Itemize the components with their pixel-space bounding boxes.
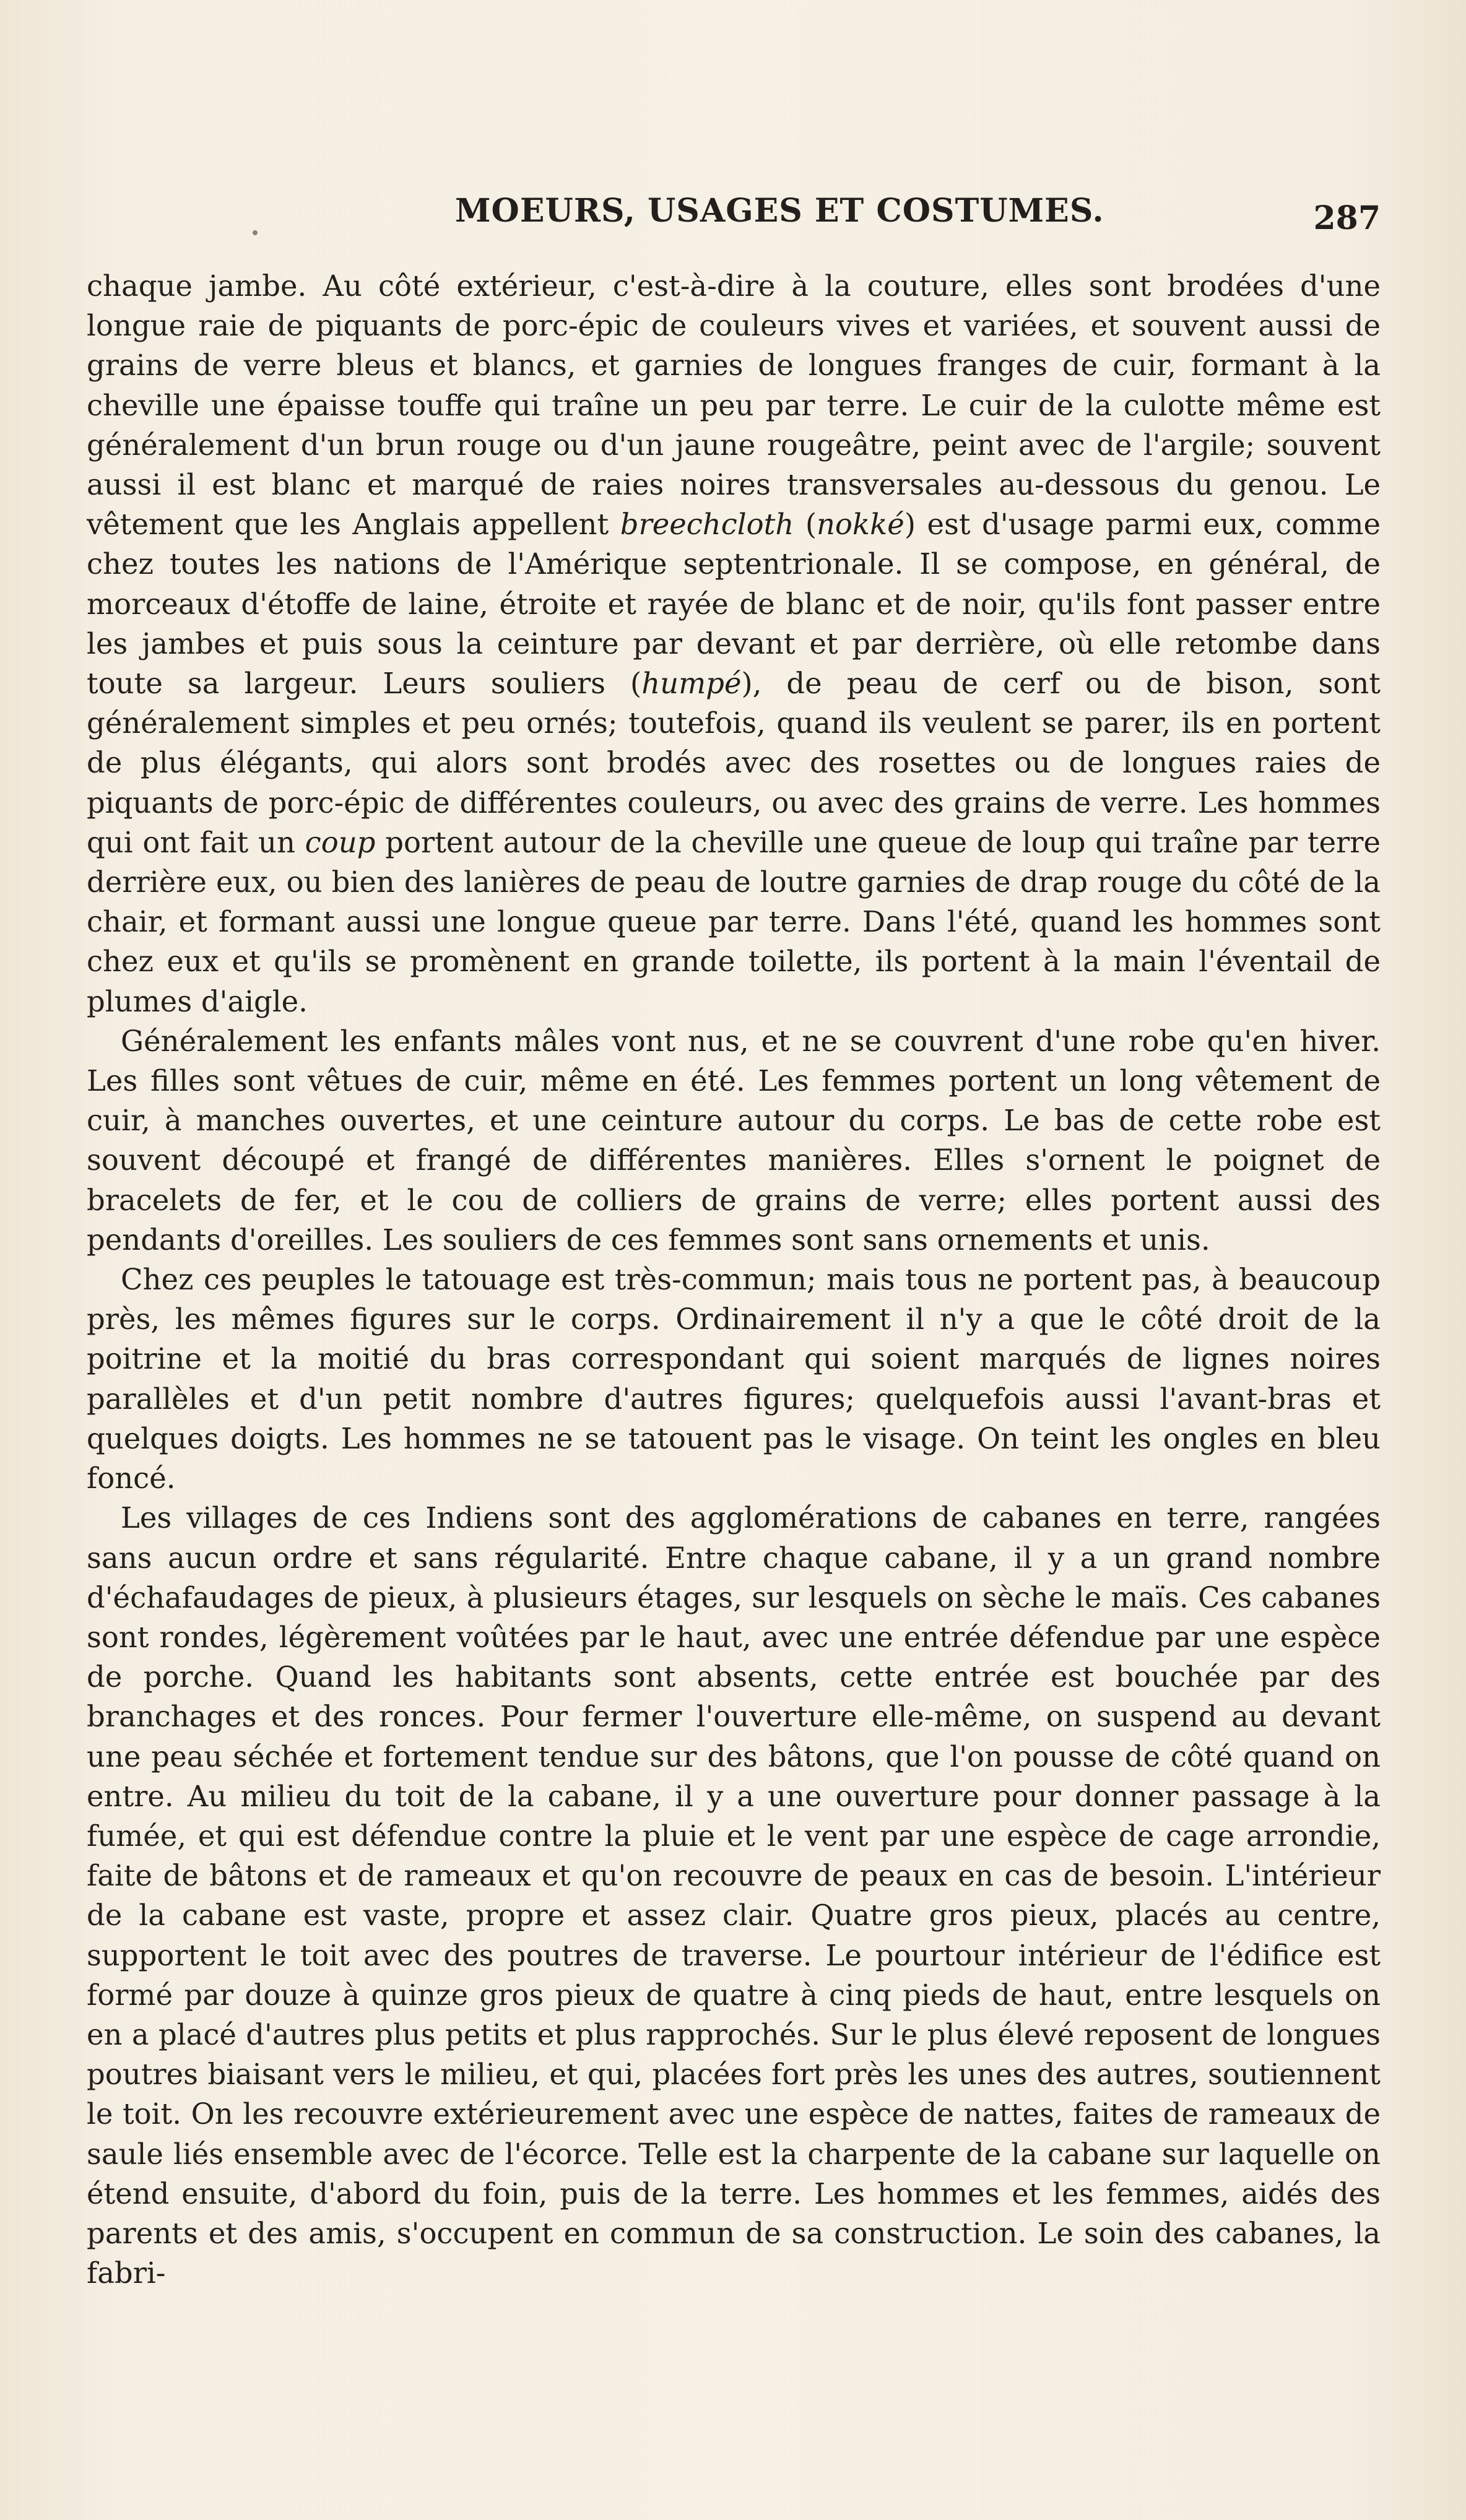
text-run: ), de peau de cerf ou de bison, sont généralement simples et peu ornés; toutefois, quand ils veulent se parer, ils en portent de plus élégants, qui alors sont brodés avec des rosettes ou de longues raies de piquants de porc-épic de différentes couleurs, ou avec des grains de verre. Les hommes qui ont fait un <box>87 667 1381 859</box>
italic-term-nokke: nokké <box>816 508 904 542</box>
body-text <box>87 266 1381 2293</box>
text-run: ( <box>794 508 817 542</box>
text-run: portent autour de la cheville une queue de loup qui traîne par terre derrière eux, ou bien des lanières de peau de loutre garnies de drap rouge du côté de la chair, et formant aussi une longue queue par terre. Dans l'été, quand les hommes sont chez eux et qu'ils se promènent en grande toilette, ils portent à la main l'éventail de plumes d'aigle. <box>87 825 1381 1018</box>
text-run: ) est d'usage parmi eux, comme chez toutes les nations de l'Amérique septentrionale. Il se compose, en général, de morceaux d'étoffe de laine, étroite et rayée de blanc et de noir, qu'ils font passer entre les jambes et puis sous la ceinture par devant et par derrière, où elle retombe dans toute sa largeur. Leurs souliers ( <box>87 508 1381 701</box>
italic-term-humpe: humpé <box>641 667 742 701</box>
running-head: MOEURS, USAGES ET COSTUMES. <box>455 192 1104 230</box>
text-run: chaque jambe. Au côté extérieur, c'est-à-dire à la couture, elles sont brodées d'une longue raie de piquants de porc-épic de couleurs vives et variées, et souvent aussi de grains de verre bleus et blancs, et garnies de longues franges de cuir, formant à la cheville une épaisse touffe qui traîne un peu par terre. Le cuir de la culotte même est généralement d'un brun rouge ou d'un jaune rougeâtre, peint avec de l'argile; souvent aussi il est blanc et marqué de raies noires transversales au-dessous du genou. Le vêtement que les Anglais appellent <box>87 269 1381 542</box>
paragraph-4: Les villages de ces Indiens sont des agglomérations de cabanes en terre, rangées sans aucun ordre et sans régularité. Entre chaque cabane, il y a un grand nombre d'échafaudages de pieux, à plusieurs étages, sur lesquels on sèche le maïs. Ces cabanes sont rondes, légèrement voûtées par le haut, avec une entrée défendue par une espèce de porche. Quand les habitants sont absents, cette entrée est bouchée par des branchages et des ronces. Pour fermer l'ouverture elle-même, on suspend au devant une peau séchée et fortement tendue sur des bâtons, que l'on pousse de côté quand on entre. Au milieu du toit de la cabane, il y a une ouverture pour donner passage à la fumée, et qui est défendue contre la pluie et le vent par une espèce de cage arrondie, faite de bâtons et de rameaux et qu'on recouvre de peaux en cas de besoin. L'intérieur de la cabane est vaste, propre et assez clair. Quatre gros pieux, placés au centre, supportent le toit avec des poutres de traverse. Le pourtour intérieur de l'édifice est formé par douze à quinze gros pieux de quatre à cinq pieds de haut, entre lesquels on en a placé d'autres plus petits et plus rapprochés. Sur le plus élevé reposent de longues poutres biaisant vers le milieu, et qui, placées fort près les unes des autres, soutiennent le toit. On les recouvre extérieurement avec une espèce de nattes, faites de rameaux de saule liés ensemble avec de l'écorce. Telle est la charpente de la cabane sur laquelle on étend ensuite, d'abord du foin, puis de la terre. Les hommes et les femmes, aidés des parents et des amis, s'occupent en commun de sa construction. Le soin des cabanes, la fabri- <box>87 1501 1381 2290</box>
italic-term-coup: coup <box>305 825 376 859</box>
ink-speck <box>253 230 258 235</box>
page-number: 287 <box>1313 199 1381 237</box>
paragraph-2: Généralement les enfants mâles vont nus, et ne se couvrent d'une robe qu'en hiver. Les filles sont vêtues de cuir, même en été. Les femmes portent un long vêtement de cuir, à manches ouvertes, et une ceinture autour du corps. Le bas de cette robe est souvent découpé et frangé de différentes manières. Elles s'ornent le poignet de bracelets de fer, et le cou de colliers de grains de verre; elles portent aussi des pendants d'oreilles. Les souliers de ces femmes sont sans ornements et unis. <box>87 1024 1381 1257</box>
italic-term-breechcloth: breechcloth <box>620 508 794 542</box>
page-header <box>87 186 1381 241</box>
paragraph-3: Chez ces peuples le tatouage est très-commun; mais tous ne portent pas, à beaucoup près, les mêmes figures sur le corps. Ordinairement il n'y a que le côté droit de la poitrine et la moitié du bras correspondant qui soient marqués de lignes noires parallèles et d'un petit nombre d'autres figures; quelquefois aussi l'avant-bras et quelques doigts. Les hommes ne se tatouent pas le visage. On teint les ongles en bleu foncé. <box>87 1263 1381 1496</box>
paragraph-1 <box>87 266 1381 1021</box>
